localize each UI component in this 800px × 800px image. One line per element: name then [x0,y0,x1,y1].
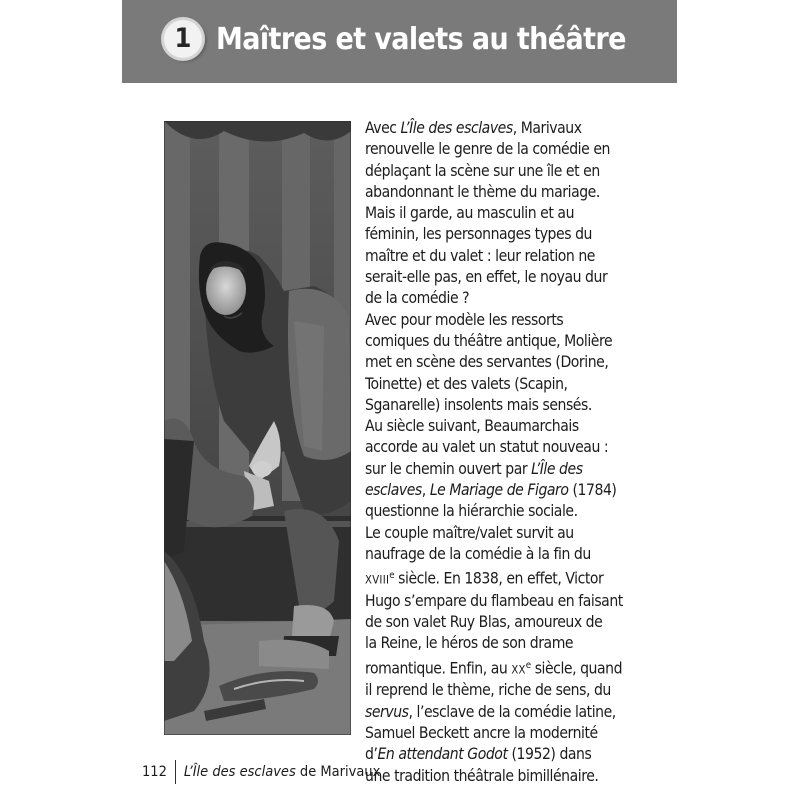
text-line [365,118,681,139]
text-segment: déplaçant la scène sur une île et en [365,161,600,180]
text-segment: e [389,570,395,582]
text-segment: siècle, quand [530,659,623,678]
text-line [365,374,681,395]
text-segment: romantique. Enfin, au [365,659,512,678]
italic-text: esclaves [365,481,422,500]
text-line [365,203,681,224]
text-segment: Le couple maître/valet survit au [365,523,574,542]
text-segment: de la comédie ? [365,289,470,308]
footer-divider [175,760,176,784]
text-segment: XX [511,663,526,677]
text-line [365,288,681,309]
italic-text: L’Île des esclaves [400,119,513,137]
text-line [365,702,681,723]
text-segment: maître et du valet : leur relation ne [365,246,595,265]
text-line [365,480,681,501]
illustration [164,121,351,735]
text-segment: e [525,659,531,671]
text-line [365,591,681,612]
text-segment: (1952) dans [507,745,592,764]
text-line [365,139,681,160]
text-segment: (1784) [568,481,617,500]
text-segment: Hugo s’empare du flambeau en faisant [365,591,623,610]
text-line [365,544,681,565]
text-segment: , Marivaux [512,119,582,137]
text-line [365,161,681,182]
text-line [365,612,681,633]
text-segment: abandonnant le thème du mariage. [365,182,600,201]
text-line [365,523,681,544]
text-segment: met en scène des servantes (Dorine, [365,353,609,372]
text-line [365,331,681,352]
text-segment: Sganarelle) insolents mais sensés. [365,395,592,414]
page-footer [142,760,380,784]
text-line [365,395,681,416]
text-segment: serait-elle pas, en effet, le noyau dur [365,268,608,287]
text-segment: , [421,481,430,500]
italic-text: Le Mariage de Figaro [429,481,569,500]
text-segment: Toinette) et des valets (Scapin, [365,374,568,393]
chapter-number-badge: 1 [164,20,202,58]
running-title [184,760,380,784]
text-segment: Au siècle suivant, Beaumarchais [365,417,579,436]
text-line [365,437,681,458]
text-line [365,501,681,522]
running-title-author: de Marivaux [295,764,381,780]
text-segment: d’ [365,745,378,764]
text-segment: Samuel Beckett ancre la modernité [365,723,598,742]
text-line [365,224,681,245]
chapter-title: Maîtres et valets au théâtre [216,22,626,57]
page-number: 112 [142,764,167,780]
body-text [365,118,681,787]
text-segment: de son valet Ruy Blas, amoureux de [365,613,603,632]
text-segment: renouvelle le genre de la comédie en [365,140,610,159]
text-segment: comiques du théâtre antique, Molière [365,331,613,350]
text-line [365,246,681,267]
italic-text: servus [365,702,409,721]
text-line [365,723,681,744]
text-segment: XVIII [365,573,390,587]
text-segment: féminin, les personnages types du [365,225,592,244]
text-line [365,680,681,701]
text-line [365,766,681,787]
text-segment: sur le chemin ouvert par [365,459,532,478]
text-line [365,655,681,681]
text-segment: Mais il garde, au masculin et au [365,204,575,223]
text-segment: naufrage de la comédie à la fin du [365,544,591,563]
text-segment: Avec pour modèle les ressorts [365,310,564,329]
text-segment: , l’esclave de la comédie latine, [408,702,616,721]
text-line [365,744,681,765]
text-segment: une tradition théâtrale bimillénaire. [365,766,599,785]
text-segment: il reprend le thème, riche de sens, du [365,681,611,700]
text-segment: la Reine, le héros de son drame [365,634,574,653]
text-segment: questionne la hiérarchie sociale. [365,502,578,521]
text-line [365,310,681,331]
text-line [365,267,681,288]
text-line [365,352,681,373]
text-line [365,633,681,654]
running-title-book: L’Île des esclaves [183,764,296,780]
text-line [365,416,681,437]
text-line [365,565,681,591]
text-line [365,182,681,203]
text-line [365,459,681,480]
servant-painting-image [164,121,351,735]
italic-text: L’Île des [531,459,583,478]
text-segment: accorde au valet un statut nouveau : [365,438,609,457]
text-segment: siècle. En 1838, en effet, Victor [394,569,604,588]
text-segment: Avec [365,119,401,137]
italic-text: En attendant Godot [377,745,508,764]
